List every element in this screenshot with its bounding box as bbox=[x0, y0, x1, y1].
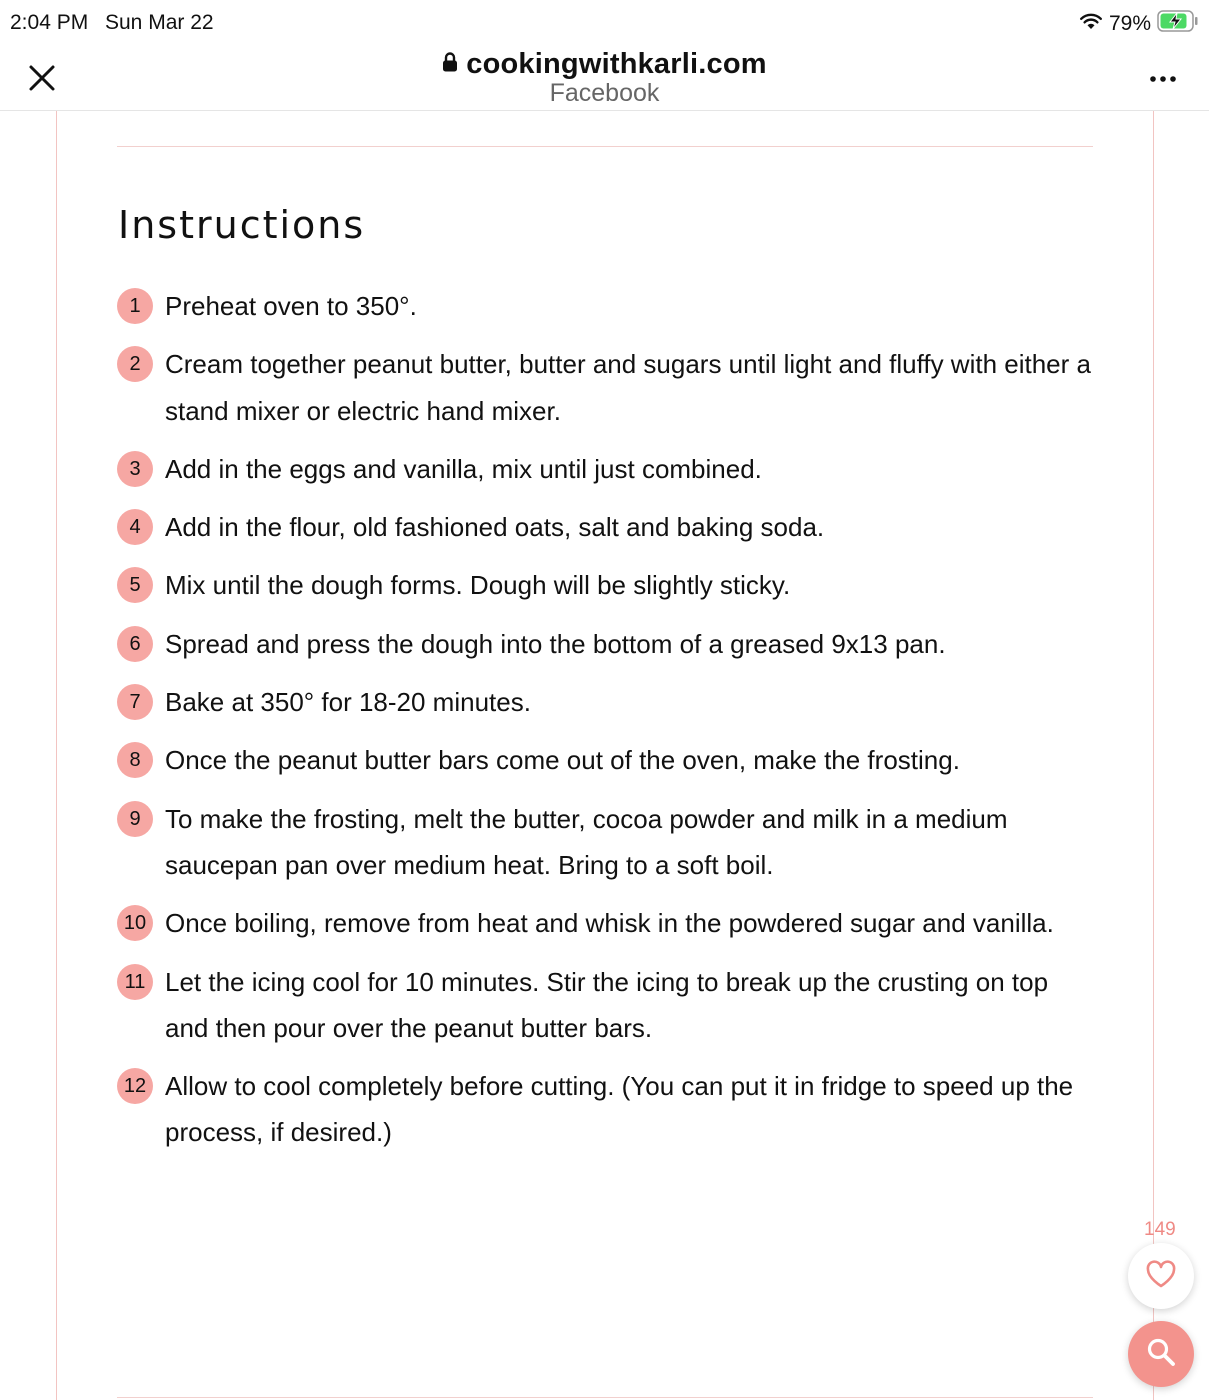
instruction-step bbox=[117, 283, 1097, 329]
battery-percent: 79% bbox=[1108, 12, 1151, 35]
instruction-step bbox=[117, 796, 1097, 889]
more-icon bbox=[1149, 70, 1177, 88]
step-text: Add in the eggs and vanilla, mix until just combined. bbox=[165, 453, 762, 484]
wifi-icon bbox=[1079, 12, 1103, 36]
browser-nav-bar bbox=[0, 46, 1209, 111]
recipe-card bbox=[56, 111, 1154, 1400]
step-text: Bake at 350° for 18-20 minutes. bbox=[165, 687, 531, 718]
step-text: Mix until the dough forms. Dough will be slightly sticky. bbox=[165, 570, 791, 601]
instructions-list bbox=[117, 283, 1097, 1168]
instruction-step bbox=[117, 1063, 1097, 1156]
instruction-step bbox=[117, 341, 1097, 434]
step-text: Once the peanut butter bars come out of the oven, make the frosting. bbox=[165, 745, 960, 776]
favorite-button[interactable] bbox=[1128, 1243, 1194, 1309]
instruction-step bbox=[117, 679, 1097, 725]
step-text: Once boiling, remove from heat and whisk in the powdered sugar and vanilla. bbox=[165, 908, 1054, 939]
step-number-badge: 8 bbox=[117, 742, 153, 778]
step-text: Spread and press the dough into the bottom of a greased 9x13 pan. bbox=[165, 628, 946, 659]
step-number-badge: 9 bbox=[117, 801, 153, 837]
step-text: Preheat oven to 350°. bbox=[165, 291, 417, 321]
status-time: 2:04 PM bbox=[10, 11, 89, 34]
step-number-badge: 3 bbox=[117, 451, 153, 487]
favorite-count: 149 bbox=[1144, 1219, 1176, 1240]
instruction-step bbox=[117, 900, 1097, 946]
step-number-badge: 12 bbox=[117, 1068, 153, 1104]
step-number-badge: 7 bbox=[117, 684, 153, 720]
lock-icon bbox=[442, 48, 458, 81]
step-number-badge: 4 bbox=[117, 509, 153, 545]
step-text: Let the icing cool for 10 minutes. Stir the icing to break up the crusting on top and then pour over the peanut butter bars. bbox=[165, 966, 1049, 1043]
step-text: Allow to cool completely before cutting. (You can put it in fridge to speed up the process, if desired.) bbox=[165, 1071, 1074, 1148]
instruction-step bbox=[117, 504, 1097, 550]
step-number-badge: 1 bbox=[117, 288, 153, 324]
divider bbox=[117, 1397, 1093, 1398]
step-number-badge: 11 bbox=[117, 964, 153, 1000]
web-page-content bbox=[0, 111, 1209, 1400]
step-text: Cream together peanut butter, butter and sugars until light and fluffy with either a stand mixer or electric hand mixer. bbox=[165, 349, 1091, 426]
instruction-step bbox=[117, 959, 1097, 1052]
step-number-badge: 6 bbox=[117, 626, 153, 662]
heart-icon bbox=[1145, 1259, 1177, 1294]
instruction-step bbox=[117, 446, 1097, 492]
step-number-badge: 2 bbox=[117, 346, 153, 382]
status-date: Sun Mar 22 bbox=[105, 11, 214, 34]
instruction-step bbox=[117, 737, 1097, 783]
search-icon bbox=[1146, 1337, 1176, 1372]
more-options-button[interactable] bbox=[1143, 64, 1183, 94]
instruction-step bbox=[117, 562, 1097, 608]
step-text: Add in the flour, old fashioned oats, salt and baking soda. bbox=[165, 512, 825, 543]
step-number-badge: 10 bbox=[117, 905, 153, 941]
url-display[interactable] bbox=[0, 48, 1209, 108]
step-text: To make the frosting, melt the butter, cocoa powder and milk in a medium saucepan pan over medium heat. Bring to a soft boil. bbox=[165, 803, 1008, 880]
status-indicators bbox=[1079, 11, 1199, 37]
step-number-badge: 5 bbox=[117, 567, 153, 603]
divider bbox=[117, 146, 1093, 147]
search-button[interactable] bbox=[1128, 1321, 1194, 1387]
url-domain: cookingwithkarli.com bbox=[466, 48, 767, 80]
instruction-step bbox=[117, 621, 1097, 667]
url-subtitle: Facebook bbox=[549, 79, 660, 107]
battery-icon bbox=[1157, 10, 1199, 38]
instructions-heading: Instructions bbox=[118, 203, 366, 247]
status-bar bbox=[0, 0, 1209, 46]
